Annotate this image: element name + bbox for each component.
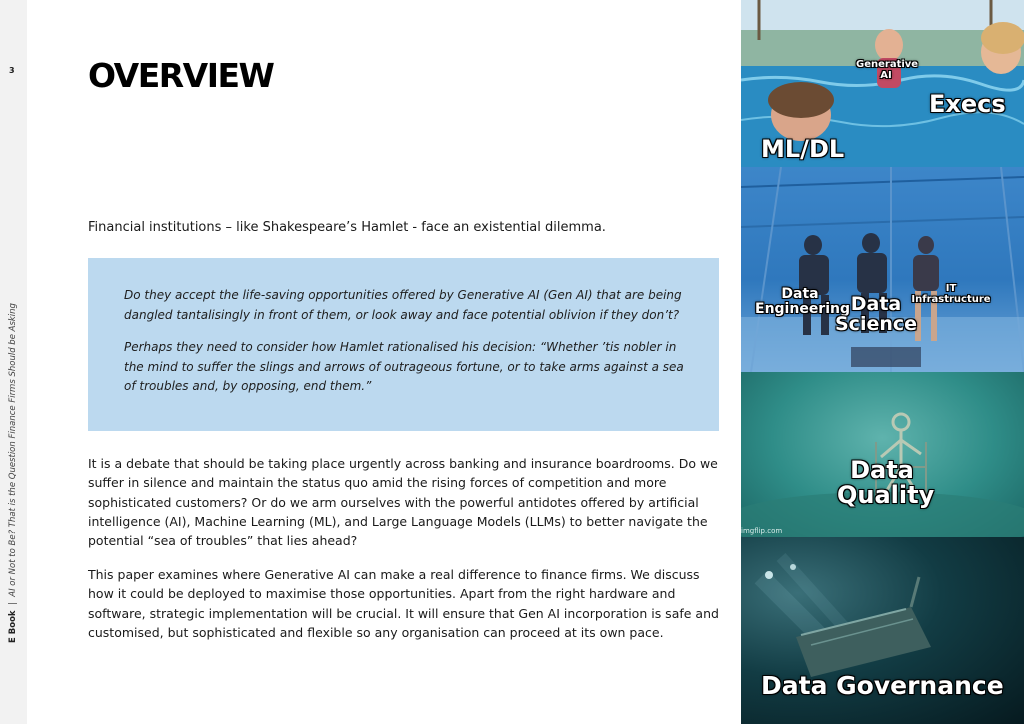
page-number: 3 (9, 66, 15, 75)
label-it-infrastructure: IT Infrastructure (911, 283, 991, 305)
label-ml-dl: ML/DL (761, 135, 845, 163)
label-data-governance: Data Governance (761, 671, 1004, 700)
imgflip-watermark: imgflip.com (741, 527, 783, 535)
label-generative-ai: Generative AI (856, 59, 919, 81)
doc-title: AI or Not to Be? That is the Question Finance Firms Should be Asking (8, 303, 18, 597)
label-data-quality: Data Quality (837, 456, 935, 510)
quote-paragraph: Do they accept the life-saving opportunities offered by Generative AI (Gen AI) that are being dangled tantalisingly in front of them, or look away and face potential oblivion if they don’t? (124, 288, 682, 322)
skeleton-illustration (741, 372, 1024, 537)
meme-panel-skeleton (741, 372, 1024, 537)
body-paragraph: This paper examines where Generative AI can make a real difference to finance firms. We discuss how it could be deployed to maximise those opportunities. Apart from the right hardware and software, strategic implementation will be crucial. It will ensure that Gen AI incorporation is safe and customised, but sophisticated and flexible so any organisation can proceed at its own pace. (88, 567, 719, 640)
label-data-science: Data Science (835, 293, 918, 335)
quote-box (88, 258, 719, 431)
doc-type: E Book (8, 610, 18, 643)
label-execs: Execs (929, 90, 1006, 118)
quote-paragraph: Perhaps they need to consider how Hamlet rationalised his decision: “Whether ’tis nobler in the mind to suffer the slings and arrows of outrageous fortune, or to take arms against a sea of troubles and, by opposing, end them.” (124, 340, 684, 393)
meme-panel-underwater (741, 167, 1024, 372)
caption-separator: | (8, 602, 18, 606)
meme-panel-shipwreck (741, 537, 1024, 724)
meme-image (741, 0, 1024, 724)
label-data-engineering: Data Engineering (755, 286, 850, 317)
intro-text: Financial institutions – like Shakespeare’s Hamlet - face an existential dilemma. (88, 220, 606, 235)
body-paragraph: It is a debate that should be taking place urgently across banking and insurance boardrooms. Do we suffer in silence and maintain the status quo amid the rising forces of competition and more sophisticated customers? Or do we arm ourselves with the powerful antidotes offered by artificial intelligence (AI), Machine Learning (ML), and Large Language Models (LLMs) to better navigate the potential “sea of troubles” that lies ahead? (88, 456, 718, 549)
page-title: OVERVIEW (88, 56, 274, 95)
underwater-illustration (741, 167, 1024, 372)
meme-panel-pool-surface (741, 0, 1024, 167)
side-caption (8, 303, 18, 643)
